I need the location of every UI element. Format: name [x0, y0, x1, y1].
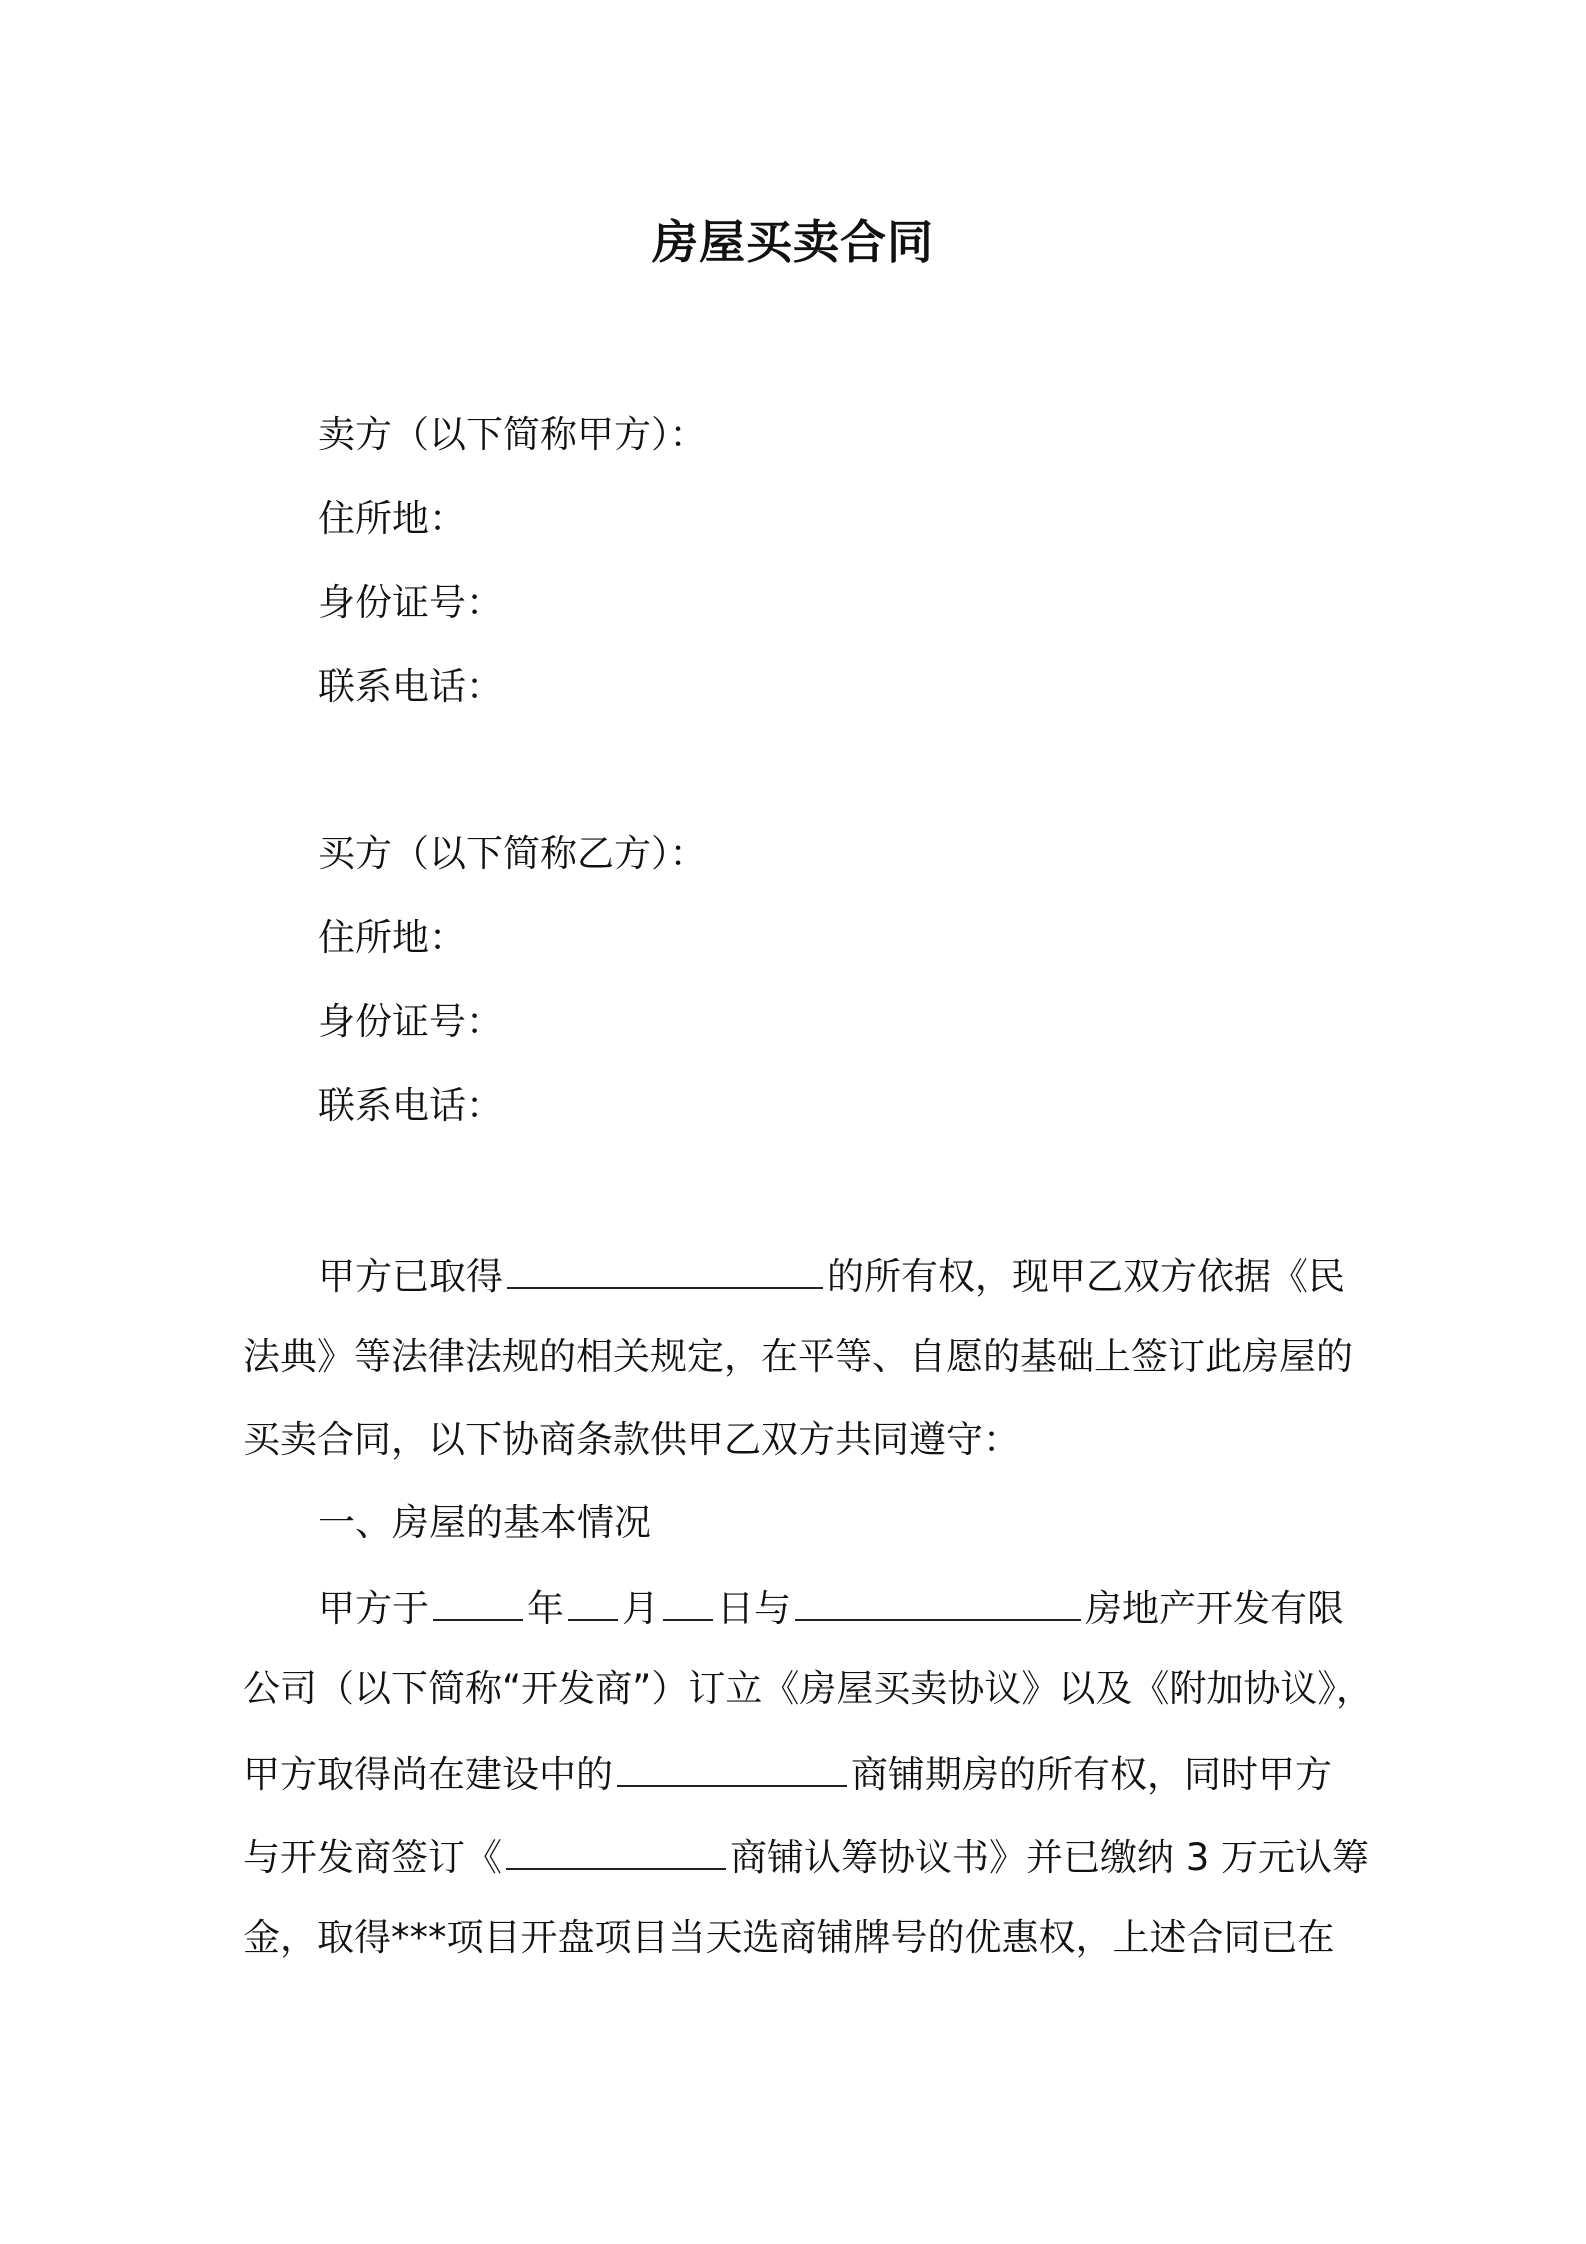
section-1-heading: 一、房屋的基本情况 — [318, 1501, 651, 1544]
buyer-address-label: 住所地： — [318, 916, 466, 959]
buyer-id-label: 身份证号： — [318, 1000, 503, 1043]
preamble-line-2: 法典》等法律法规的相关规定，在平等、自愿的基础上签订此房屋的 — [243, 1335, 1353, 1378]
s1-l1-e: 房地产开发有限 — [1085, 1587, 1344, 1630]
buyer-phone-label: 联系电话： — [318, 1084, 503, 1127]
seller-label: 卖方（以下简称甲方）： — [318, 413, 707, 456]
month-blank — [568, 1581, 618, 1621]
s1-l3-a: 甲方取得尚在建设中的 — [243, 1753, 613, 1796]
s1-l1-d: 日与 — [717, 1587, 791, 1630]
section-1-line-5: 金，取得***项目开盘项目当天选商铺牌号的优惠权，上述合同已在 — [243, 1916, 1335, 1959]
seller-id-label: 身份证号： — [318, 581, 503, 624]
property-blank — [507, 1249, 823, 1289]
shop-project-blank — [617, 1747, 847, 1787]
s1-l4-a: 与开发商签订《 — [243, 1836, 502, 1879]
subscription-blank — [506, 1830, 726, 1870]
s1-l1-b: 年 — [527, 1587, 564, 1630]
s1-l1-a: 甲方于 — [318, 1587, 429, 1630]
seller-address-label: 住所地： — [318, 497, 466, 540]
preamble-text-b: 的所有权，现甲乙双方依据《民 — [827, 1255, 1345, 1298]
document-title: 房屋买卖合同 — [652, 215, 934, 269]
section-1-line-2: 公司（以下简称“开发商”）订立《房屋买卖协议》以及《附加协议》， — [243, 1667, 1373, 1710]
s1-l1-c: 月 — [622, 1587, 659, 1630]
section-1-line-4 — [243, 1830, 1369, 1883]
s1-l4-b: 商铺认筹协议书》并已缴纳 3 万元认筹 — [730, 1836, 1370, 1879]
day-blank — [663, 1581, 713, 1621]
section-1-line-3 — [243, 1747, 1332, 1800]
preamble-line-3: 买卖合同，以下协商条款供甲乙双方共同遵守： — [243, 1418, 1020, 1461]
developer-blank — [795, 1581, 1081, 1621]
seller-phone-label: 联系电话： — [318, 665, 503, 708]
preamble-text-a: 甲方已取得 — [318, 1255, 503, 1298]
s1-l3-b: 商铺期房的所有权，同时甲方 — [851, 1753, 1332, 1796]
year-blank — [433, 1581, 523, 1621]
buyer-label: 买方（以下简称乙方）： — [318, 832, 707, 875]
section-1-line-1 — [318, 1581, 1344, 1634]
preamble-line-1 — [318, 1249, 1345, 1302]
